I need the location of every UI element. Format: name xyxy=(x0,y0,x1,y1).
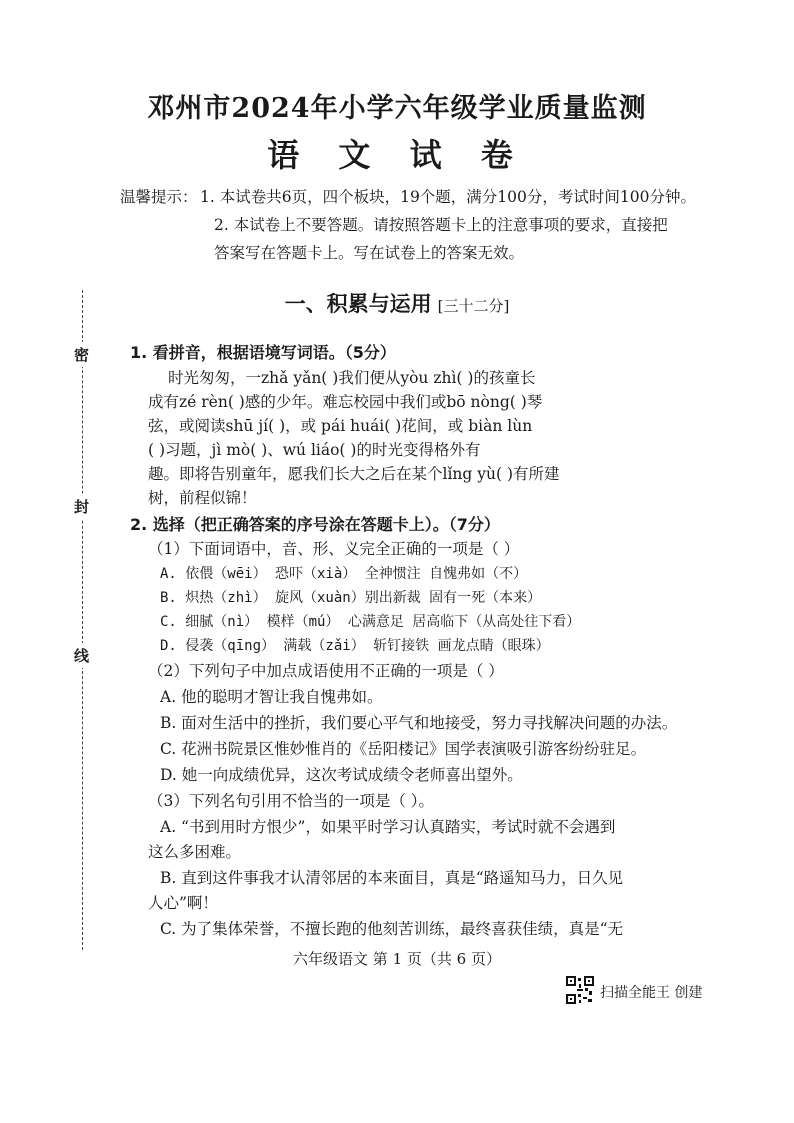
q1-line-2: 成有zé rèn( )感的少年。难忘校园中我们或bō nòng( )琴 xyxy=(148,393,543,411)
section-heading xyxy=(0,288,794,318)
q2-sub2-option-a: A. 他的聪明才智让我自愧弗如。 xyxy=(160,688,383,706)
q2-sub1-stem: （1）下面词语中，音、形、义完全正确的一项是（ ） xyxy=(148,540,520,558)
margin-char-xian: 线 xyxy=(74,643,89,668)
notice-line-3: 答案写在答题卡上。写在试卷上的答案无效。 xyxy=(214,244,525,262)
question-1-heading: 1. 看拼音，根据语境写词语。（5分） xyxy=(130,343,396,362)
q2-sub2-stem: （2）下列句子中加点成语使用不正确的一项是（ ） xyxy=(148,662,504,680)
q2-sub3-option-a-line1: A. “书到用时方恨少”，如果平时学习认真踏实，考试时就不会遇到 xyxy=(160,818,616,836)
notice-line-2: 2. 本试卷上不要答题。请按照答题卡上的注意事项的要求，直接把 xyxy=(214,216,668,234)
q2-sub1-option-d: D. 侵袭（qīng） 满载（zǎi） 斩钉接铁 画龙点睛（眼珠） xyxy=(160,638,550,654)
q2-sub3-option-b-line2: 人心”啊！ xyxy=(148,894,218,912)
q1-line-5: 趣。即将告别童年，愿我们长大之后在某个lǐng yù( )有所建 xyxy=(148,465,560,483)
section-title: 一、积累与运用 xyxy=(284,291,432,316)
notice-line-1: 1. 本试卷共6页，四个板块，19个题，满分100分，考试时间100分钟。 xyxy=(200,188,696,206)
q2-sub2-option-c: C. 花洲书院景区惟妙惟肖的《岳阳楼记》国学表演吸引游客纷纷驻足。 xyxy=(160,740,647,758)
margin-char-mi: 密 xyxy=(74,342,89,367)
q2-sub1-option-c: C. 细腻（nì） 模样（mú） 心满意足 居高临下（从高处往下看） xyxy=(160,614,581,630)
page-footer: 六年级语文 第 1 页（共 6 页） xyxy=(293,950,501,968)
q2-sub3-stem: （3）下列名句引用不恰当的一项是（ ）。 xyxy=(148,792,435,810)
q1-line-3: 弦，或阅读shū jí( )，或 pái huái( )花间，或 biàn lùn xyxy=(148,417,533,435)
q2-sub3-option-a-line2: 这么多困难。 xyxy=(148,843,242,861)
notice-label: 温馨提示： xyxy=(120,188,198,206)
margin-char-feng: 封 xyxy=(74,494,89,519)
q1-line-4: ( )习题，jì mò( )、wú liáo( )的时光变得格外有 xyxy=(148,441,481,459)
q2-sub1-option-b: B. 炽热（zhì） 旋风（xuàn）别出新裁 固有一死（本来） xyxy=(160,590,542,606)
q1-line-6: 树，前程似锦！ xyxy=(148,489,257,507)
binding-line xyxy=(82,290,83,950)
question-2-heading: 2. 选择（把正确答案的序号涂在答题卡上）。（7分） xyxy=(130,515,500,534)
exam-title: 邓州市2024年小学六年级学业质量监测 xyxy=(147,93,647,124)
qr-code-icon xyxy=(566,976,594,1004)
q2-sub3-option-b-line1: B. 直到这件事我才认清邻居的本来面目，真是“路遥知马力，日久见 xyxy=(160,869,624,887)
q2-sub2-option-b: B. 面对生活中的挫折，我们要心平气和地接受，努力寻找解决问题的办法。 xyxy=(160,714,678,732)
exam-subtitle: 语 文 试 卷 xyxy=(267,136,527,174)
q2-sub1-option-a: A. 依偎（wēi） 恐吓（xià） 全神惯注 自愧弗如（不） xyxy=(160,566,528,582)
scanner-watermark: 扫描全能王 创建 xyxy=(600,985,703,1001)
q1-line-1: 时光匆匆，一zhǎ yǎn( )我们便从yòu zhì( )的孩童长 xyxy=(168,369,536,387)
q2-sub3-option-c-line1: C. 为了集体荣誉，不擅长跑的他刻苦训练，最终喜获佳绩，真是“无 xyxy=(160,920,624,938)
section-score: [三十二分] xyxy=(437,297,510,315)
q2-sub2-option-d: D. 她一向成绩优异，这次考试成绩令老师喜出望外。 xyxy=(160,766,523,784)
